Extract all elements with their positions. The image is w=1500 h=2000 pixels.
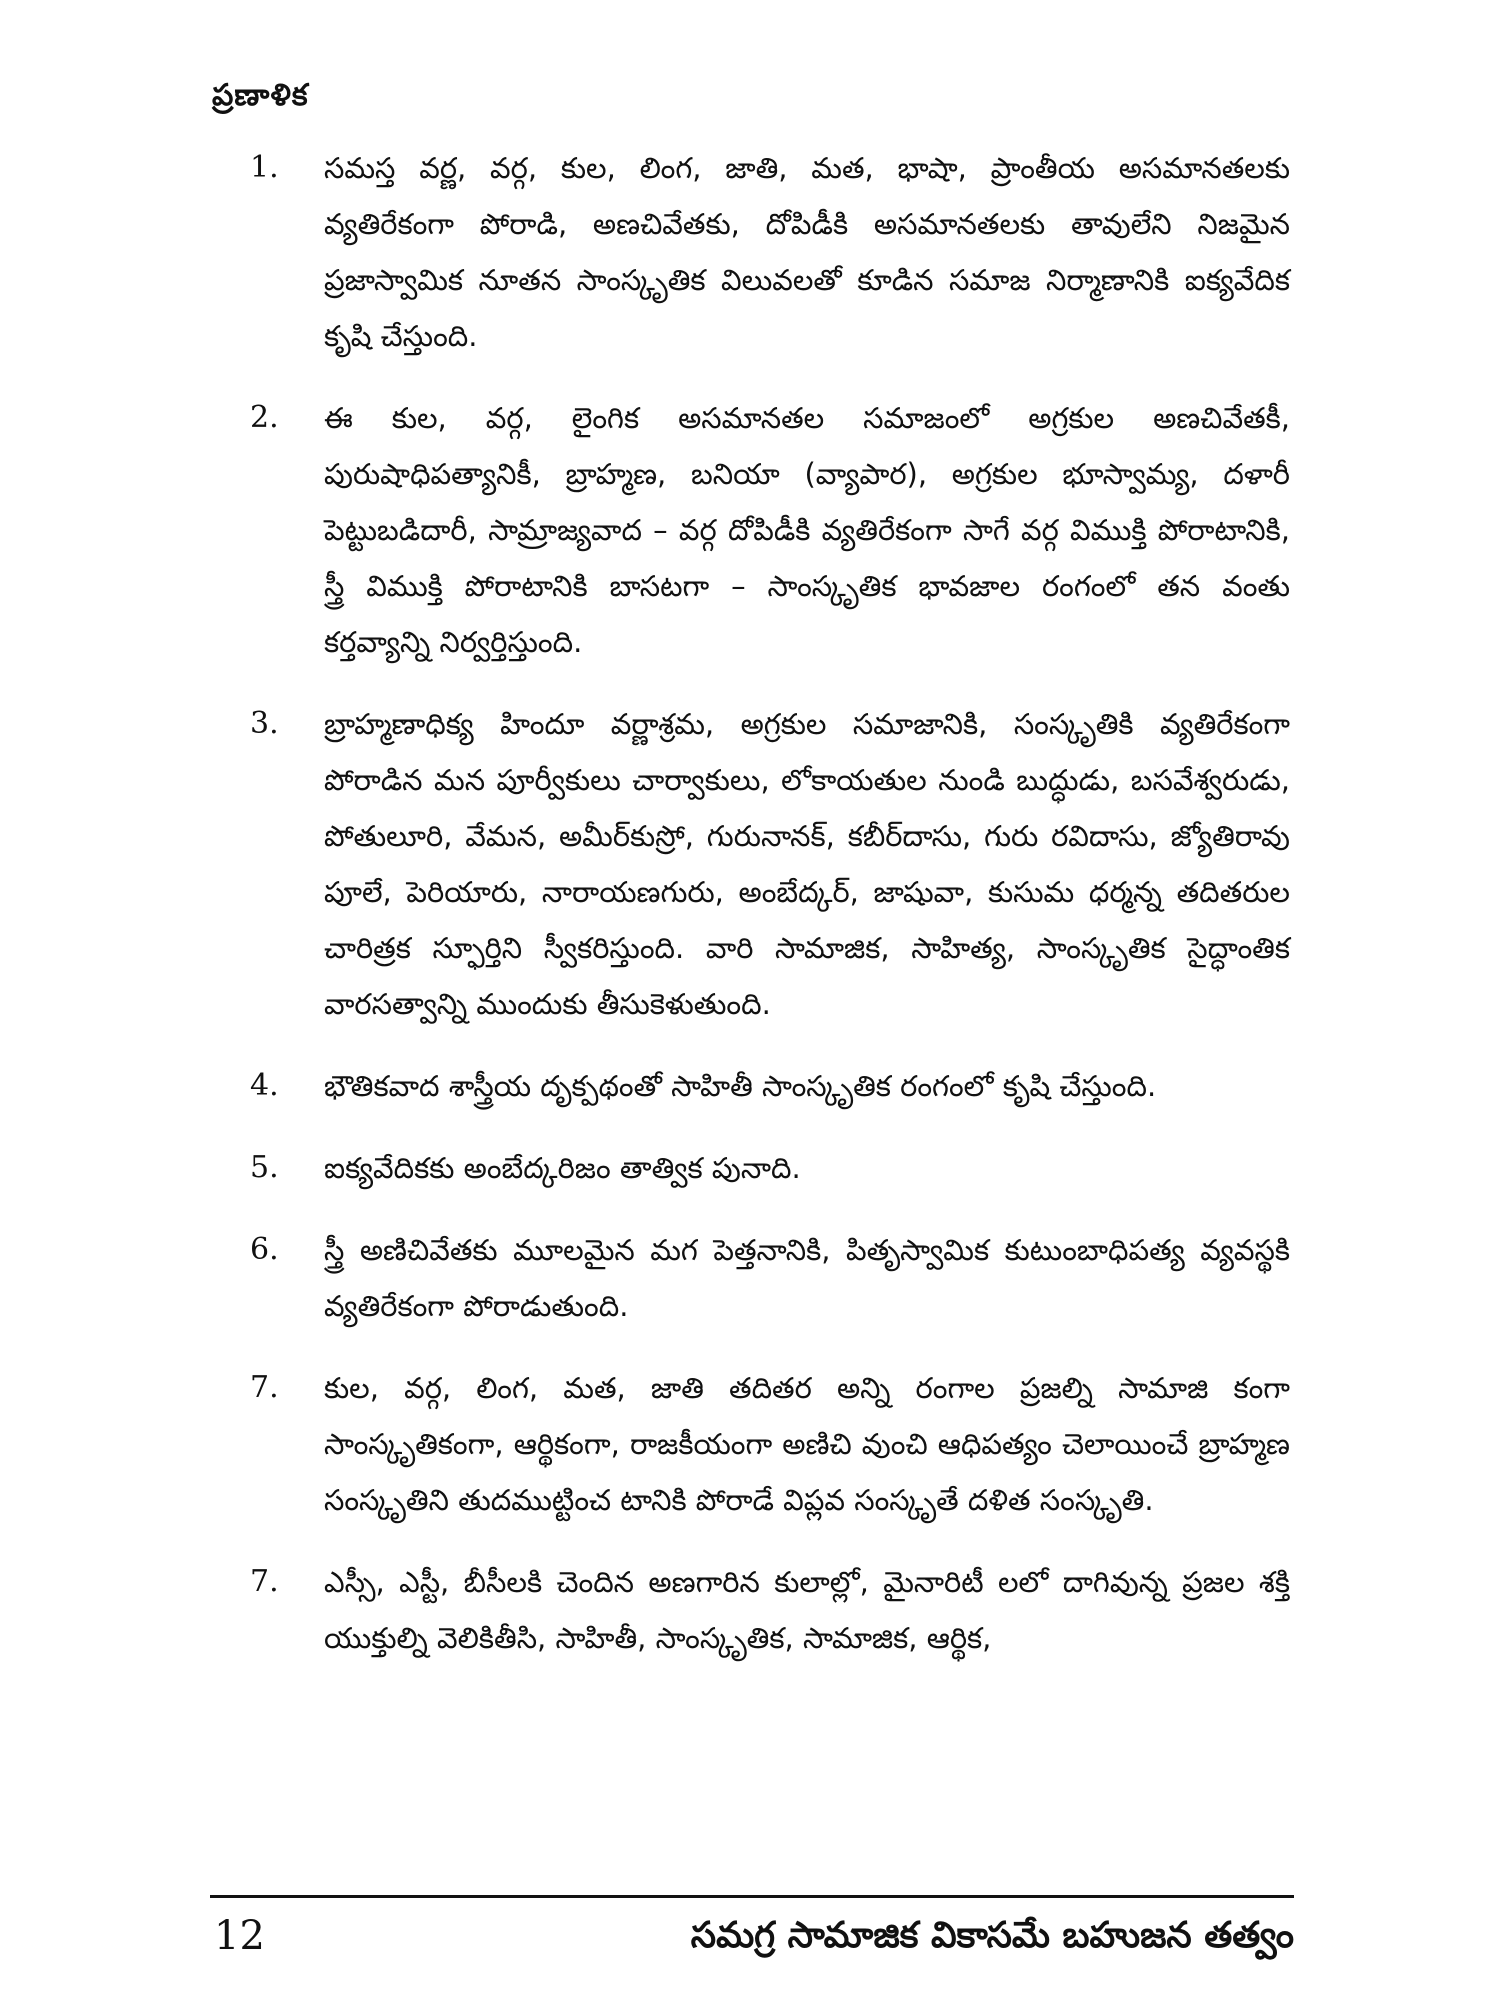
item-number: 3. [250, 706, 279, 741]
item-number: 5. [250, 1150, 279, 1185]
item-text: ఈ కుల, వర్గ, లైంగిక అసమానతల సమాజంలో అగ్రకుల అణచివేతకీ, పురుషాధిపత్యానికీ, బ్రాహ్మణ, బనియా (వ్యాపార), అగ్రకుల భూస్వామ్య, దళారీ పెట్టుబడిదారీ, సామ్రాజ్యవాద – వర్గ దోపిడీకి వ్యతిరేకంగా సాగే వర్గ విముక్తి పోరాటానికి, స్త్రీ విముక్తి పోరాటానికి బాసటగా – సాంస్కృతిక భావజాల రంగంలో తన వంతు కర్తవ్యాన్ని నిర్వర్తిస్తుంది. [324, 401, 1290, 659]
footer-divider [210, 1895, 1294, 1898]
manifesto-list [250, 140, 1290, 1692]
item-number: 4. [250, 1068, 279, 1103]
item-text: కుల, వర్గ, లింగ, మత, జాతి తదితర అన్ని రంగాల ప్రజల్ని సామాజి కంగా సాంస్కృతికంగా, ఆర్థికంగా, రాజకీయంగా అణిచి వుంచి ఆధిపత్యం చెలాయించే బ్రాహ్మణ సంస్కృతిని తుదముట్టించ టానికి పోరాడే విప్లవ సంస్కృతే దళిత సంస్కృతి. [324, 1371, 1290, 1517]
list-item [250, 390, 1290, 670]
item-text: ఎస్సీ, ఎస్టీ, బీసీలకి చెందిన అణగారిన కులాల్లో, మైనారిటీ లలో దాగివున్న ప్రజల శక్తి యుక్తుల్ని వెలికితీసి, సాహితీ, సాంస్కృతిక, సామాజిక, ఆర్థిక, [324, 1565, 1290, 1655]
list-item [250, 1222, 1290, 1334]
page-number: 12 [214, 1913, 265, 1959]
item-number: 2. [250, 400, 279, 435]
item-number: 6. [250, 1232, 279, 1267]
item-text: భౌతికవాద శాస్త్రీయ దృక్పథంతో సాహితీ సాంస్కృతిక రంగంలో కృషి చేస్తుంది. [324, 1069, 1157, 1103]
item-number: 7. [250, 1370, 279, 1405]
list-item [250, 1058, 1290, 1114]
page-heading: ప్రణాళిక [212, 78, 309, 113]
item-text: ఐక్యవేదికకు అంబేద్కరిజం తాత్విక పునాది. [324, 1151, 801, 1185]
list-item [250, 1554, 1290, 1666]
item-number: 7. [250, 1564, 279, 1599]
running-title: సమగ్ర సామాజిక వికాసమే బహుజన తత్వం [690, 1915, 1294, 1956]
list-item [250, 1140, 1290, 1196]
list-item [250, 696, 1290, 1032]
list-item [250, 140, 1290, 364]
item-number: 1. [250, 150, 279, 185]
item-text: స్త్రీ అణిచివేతకు మూలమైన మగ పెత్తనానికి, పితృస్వామిక కుటుంబాధిపత్య వ్యవస్థకి వ్యతిరేకంగా పోరాడుతుంది. [324, 1233, 1290, 1323]
item-text: బ్రాహ్మణాధిక్య హిందూ వర్ణాశ్రమ, అగ్రకుల సమాజానికి, సంస్కృతికి వ్యతిరేకంగా పోరాడిన మన పూర్వీకులు చార్వాకులు, లోకాయతుల నుండి బుద్ధుడు, బసవేశ్వరుడు, పోతులూరి, వేమన, అమీర్‌కుస్రో, గురునానక్, కబీర్‌దాసు, గురు రవిదాసు, జ్యోతిరావు పూలే, పెరియారు, నారాయణగురు, అంబేద్కర్, జాషువా, కుసుమ ధర్మన్న తదితరుల చారిత్రక స్ఫూర్తిని స్వీకరిస్తుంది. వారి సామాజిక, సాహిత్య, సాంస్కృతిక సైద్ధాంతిక వారసత్వాన్ని ముందుకు తీసుకెళుతుంది. [324, 707, 1290, 1021]
item-text: సమస్త వర్ణ, వర్గ, కుల, లింగ, జాతి, మత, భాషా, ప్రాంతీయ అసమానతలకు వ్యతిరేకంగా పోరాడి, అణచివేతకు, దోపిడీకి అసమానతలకు తావులేని నిజమైన ప్రజాస్వామిక నూతన సాంస్కృతిక విలువలతో కూడిన సమాజ నిర్మాణానికి ఐక్యవేదిక కృషి చేస్తుంది. [324, 151, 1290, 353]
list-item [250, 1360, 1290, 1528]
